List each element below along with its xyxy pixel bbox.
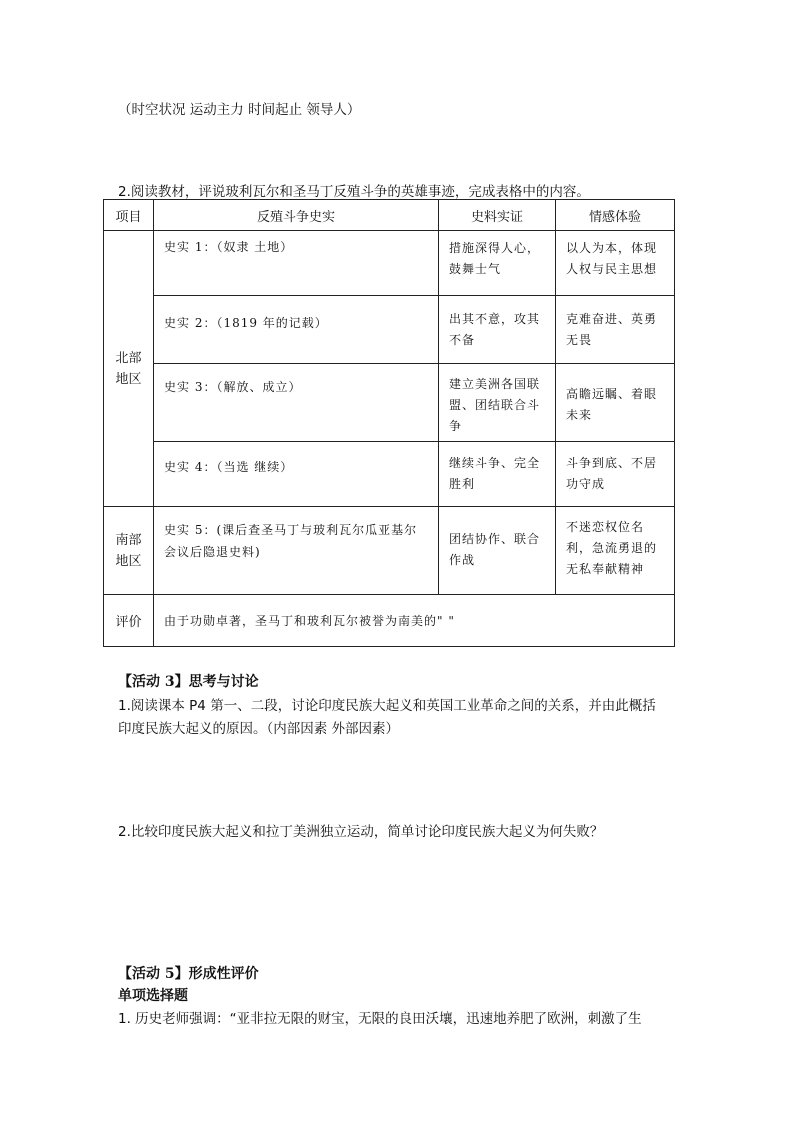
evidence-cell: 继续斗争、完全胜利	[439, 442, 556, 507]
emotion-cell: 斗争到底、不居功守成	[556, 442, 675, 507]
struggle-table	[103, 199, 675, 647]
table-row	[104, 231, 675, 296]
table-header-row	[104, 200, 675, 231]
south-label-line1: 南部	[115, 532, 142, 548]
eval-text: 由于功勋卓著，圣马丁和玻利瓦尔被誉为南美的" "	[154, 595, 675, 647]
evidence-cell: 出其不意，攻其不备	[439, 296, 556, 364]
table-row	[104, 364, 675, 442]
eval-label: 评价	[104, 595, 154, 647]
table-row	[104, 507, 675, 595]
question-1-text: 1. 历史老师强调：“亚非拉无限的财宝，无限的良田沃壤，迅速地养肥了欧洲，刺激了生	[118, 1011, 642, 1027]
table-row	[104, 296, 675, 364]
header-evidence: 史料实证	[439, 200, 556, 231]
fact-cell: 史实 5：(课后查圣马丁与玻利瓦尔瓜亚基尔会议后隐退史料)	[154, 507, 439, 595]
header-emotion: 情感体验	[556, 200, 675, 231]
fact-cell: 史实 1：（奴隶 土地）	[154, 231, 439, 296]
north-label-line1: 北部	[115, 350, 142, 366]
activity3-q1-line1: 1.阅读课本 P4 第一、二段，讨论印度民族大起义和英国工业革命之间的关系，并由此概括	[118, 698, 656, 714]
emotion-cell: 不迷恋权位名利，急流勇退的无私奉献精神	[556, 507, 675, 595]
task2-instruction: 2.阅读教材，评说玻利瓦尔和圣马丁反殖斗争的英雄事迹，完成表格中的内容。	[118, 184, 590, 200]
header-item: 项目	[104, 200, 154, 231]
table-eval-row	[104, 595, 675, 647]
activity3-q1-line2: 印度民族大起义的原因。（内部因素 外部因素）	[118, 721, 400, 737]
emotion-cell: 以人为本，体现人权与民主思想	[556, 231, 675, 296]
single-choice-heading: 单项选择题	[118, 988, 188, 1004]
intro-hint: （时空状况 运动主力 时间起止 领导人）	[118, 102, 361, 118]
evidence-cell: 建立美洲各国联盟、团结联合斗争	[439, 364, 556, 442]
evidence-cell: 团结协作、联合作战	[439, 507, 556, 595]
north-label-line2: 地区	[115, 371, 142, 387]
header-facts: 反殖斗争史实	[154, 200, 439, 231]
south-label-line2: 地区	[115, 553, 142, 569]
activity3-q2: 2.比较印度民族大起义和拉丁美洲独立运动，简单讨论印度民族大起义为何失败？	[118, 824, 604, 840]
north-region-label	[104, 231, 154, 507]
south-region-label	[104, 507, 154, 595]
table-row	[104, 442, 675, 507]
activity3-title: 【活动 3】思考与讨论	[118, 674, 259, 690]
evidence-cell: 措施深得人心，鼓舞士气	[439, 231, 556, 296]
activity5-title: 【活动 5】形成性评价	[118, 966, 259, 982]
emotion-cell: 克难奋进、英勇无畏	[556, 296, 675, 364]
fact-cell: 史实 4：（当选 继续）	[154, 442, 439, 507]
fact-cell: 史实 2：（1819 年的记载）	[154, 296, 439, 364]
emotion-cell: 高瞻远瞩、着眼未来	[556, 364, 675, 442]
fact-cell: 史实 3：（解放、成立）	[154, 364, 439, 442]
